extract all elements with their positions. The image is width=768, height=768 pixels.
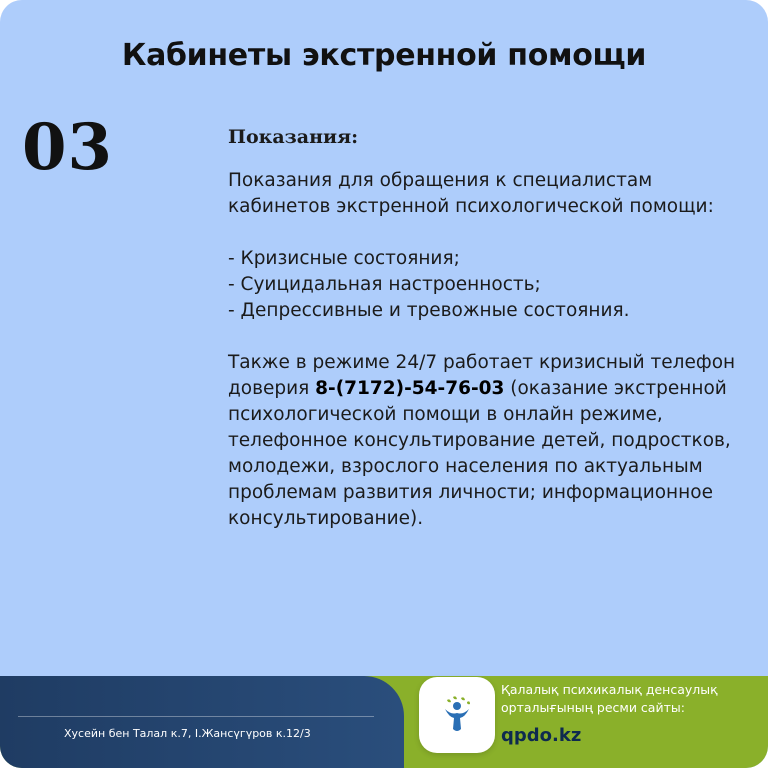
bullet-item: - Суицидальная настроенность; xyxy=(228,274,541,295)
section-number: 03 xyxy=(22,110,114,185)
site-url-link[interactable]: qpdo.kz xyxy=(501,725,582,746)
page-title: Кабинеты экстренной помощи xyxy=(121,38,647,73)
section-heading: Показания: xyxy=(228,126,359,148)
content-block xyxy=(228,126,748,532)
bullet-item: - Депрессивные и тревожные состояния. xyxy=(228,300,630,321)
hotline-suffix: (оказание экстренной психологической помощи в онлайн режиме, телефонное консультирование детей, подростков, молодежи, взрослого населения по актуальным проблемам развития личности; информационное консультирование). xyxy=(228,378,731,529)
site-caption: Қалалық психикалық денсаулық орталығының ресми сайты: xyxy=(501,682,718,715)
intro-text: Показания для обращения к специалистам кабинетов экстренной психологической помощи: xyxy=(228,170,714,217)
hotline-phone: 8-(7172)-54-76-03 xyxy=(315,378,505,399)
bullet-item: - Кризисные состояния; xyxy=(228,248,460,269)
address-text: Хусейн бен Талал к.7, І.Жансүгүров к.12/3 xyxy=(64,727,311,740)
hotline-text xyxy=(228,350,748,532)
hotline-prefix: Также в режиме 24/7 работает кризисный телефон доверия xyxy=(228,352,736,399)
footer-divider xyxy=(18,716,374,717)
footer-address-panel xyxy=(0,676,404,768)
logo xyxy=(419,677,495,753)
logo-person-icon xyxy=(439,695,475,735)
